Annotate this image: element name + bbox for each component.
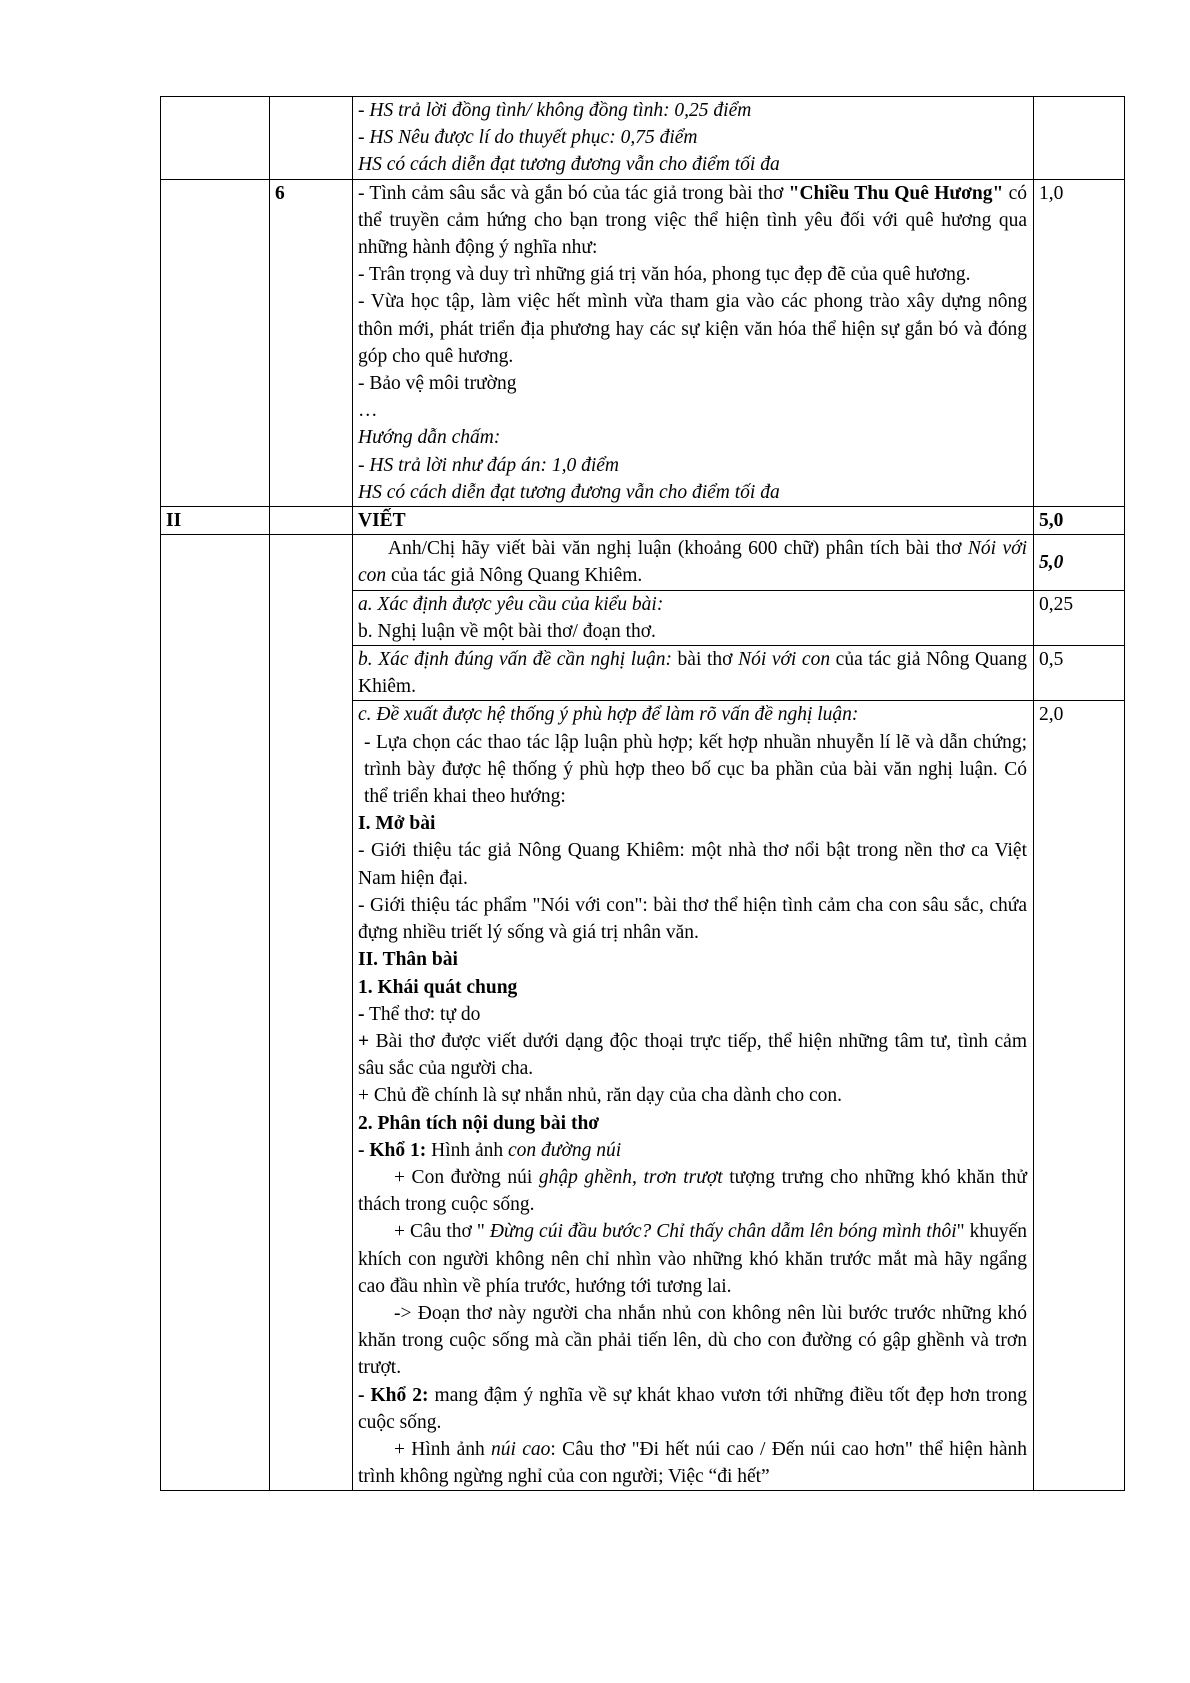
score-cell xyxy=(1034,97,1125,180)
table-row xyxy=(161,179,1125,506)
answer-paragraph: - Khổ 2: mang đậm ý nghĩa về sự khát khao vươn tới những điều tốt đẹp hơn trong cuộc sống. xyxy=(358,1384,1027,1433)
guide-line: - HS trả lời như đáp án: 1,0 điểm xyxy=(358,454,619,476)
part-cell xyxy=(161,97,270,180)
guide-line: - HS trả lời đồng tình/ không đồng tình: 0,25 điểm xyxy=(358,100,752,121)
answer-paragraph: - Thể thơ: tự do xyxy=(358,1003,481,1025)
answer-paragraph: - Bảo vệ môi trường xyxy=(358,373,517,395)
part-number: II xyxy=(161,507,270,535)
writing-prompt: Anh/Chị hãy viết bài văn nghị luận (khoảng 600 chữ) phân tích bài thơ Nói với con của tác giả Nông Quang Khiêm. xyxy=(353,535,1034,590)
table-row xyxy=(161,507,1125,535)
question-number: 6 xyxy=(270,179,353,506)
guide-line: HS có cách diễn đạt tương đương vẫn cho điểm tối đa xyxy=(358,154,780,176)
content-cell xyxy=(353,590,1034,645)
criterion-title: a. Xác định được yêu cầu của kiểu bài: xyxy=(358,593,664,615)
criterion-text: b. Nghị luận về một bài thơ/ đoạn thơ. xyxy=(358,620,656,642)
part-cell xyxy=(161,179,270,506)
answer-paragraph: + Câu thơ " Đừng cúi đầu bước? Chỉ thấy chân dẫm lên bóng mình thôi" khuyến khích con người không nên chỉ nhìn vào những khó khăn trước mắt mà hãy ngẩng cao đầu nhìn về phía trước, hướng tới tương lai. xyxy=(358,1221,1027,1297)
heading: 1. Khái quát chung xyxy=(358,976,518,998)
answer-paragraph: - Vừa học tập, làm việc hết mình vừa tham gia vào các phong trào xây dựng nông thôn mới, phát triển địa phương hay các sự kiện văn hóa thể hiện sự gắn bó và đóng góp cho quê hương. xyxy=(358,291,1027,367)
score-cell: 5,0 xyxy=(1034,507,1125,535)
score-cell: 2,0 xyxy=(1034,701,1125,1491)
answer-paragraph: -> Đoạn thơ này người cha nhắn nhủ con không nên lùi bước trước những khó khăn trong cuộc sống mà cần phải tiến lên, dù cho con đường có gập ghềnh và trơn trượt. xyxy=(358,1302,1027,1379)
answer-paragraph: - Giới thiệu tác phẩm "Nói với con": bài thơ thể hiện tình cảm cha con sâu sắc, chứa đựng nhiều triết lý sống và giá trị nhân văn. xyxy=(358,894,1027,944)
part-cell xyxy=(161,535,270,1491)
question-cell xyxy=(270,507,353,535)
answer-paragraph: - Giới thiệu tác giả Nông Quang Khiêm: một nhà thơ nổi bật trong nền thơ ca Việt Nam hiện đại. xyxy=(358,840,1027,889)
score-cell: 1,0 xyxy=(1034,179,1125,506)
content-cell xyxy=(353,701,1034,1491)
question-cell xyxy=(270,97,353,180)
score-cell: 0,5 xyxy=(1034,646,1125,701)
answer-paragraph: - Khổ 1: Hình ảnh con đường núi xyxy=(358,1139,622,1161)
content-cell: b. Xác định đúng vấn đề cần nghị luận: bài thơ Nói với con của tác giả Nông Quang Khiêm. xyxy=(353,646,1034,701)
guide-title: Hướng dẫn chấm: xyxy=(358,427,501,449)
content-cell xyxy=(353,97,1034,180)
guide-line: HS có cách diễn đạt tương đương vẫn cho điểm tối đa xyxy=(358,481,780,503)
guide-line: - HS Nêu được lí do thuyết phục: 0,75 điểm xyxy=(358,127,698,149)
scoring-table xyxy=(160,96,1125,1491)
score-cell: 5,0 xyxy=(1034,535,1125,590)
poem-title: "Chiều Thu Quê Hương" xyxy=(788,182,1004,204)
heading: I. Mở bài xyxy=(358,813,436,835)
answer-paragraph: + Chủ đề chính là sự nhắn nhủ, răn dạy của cha dành cho con. xyxy=(358,1085,843,1107)
answer-paragraph: + Con đường núi ghập ghềnh, trơn trượt tượng trưng cho những khó khăn thử thách trong cuộc sống. xyxy=(358,1166,1027,1216)
heading: 2. Phân tích nội dung bài thơ xyxy=(358,1112,600,1134)
answer-paragraph: + Bài thơ được viết dưới dạng độc thoại trực tiếp, thể hiện những tâm tư, tình cảm sâu sắc của người cha. xyxy=(358,1030,1027,1080)
table-row xyxy=(161,97,1125,180)
ellipsis: … xyxy=(358,400,378,422)
answer-key-page xyxy=(160,96,1122,1491)
poem-title: Nói với con xyxy=(738,649,831,671)
answer-paragraph: - Trân trọng và duy trì những giá trị văn hóa, phong tục đẹp đẽ của quê hương. xyxy=(358,264,971,286)
section-title: VIẾT xyxy=(353,507,1034,535)
poem-title: Nói với con xyxy=(358,538,1027,587)
answer-paragraph: + Hình ảnh núi cao: Câu thơ "Đi hết núi cao / Đến núi cao hơn" thể hiện hành trình không ngừng nghỉ của con người; Việc “đi hết” xyxy=(358,1438,1028,1488)
answer-paragraph: - Tình cảm sâu sắc và gắn bó của tác giả trong bài thơ "Chiều Thu Quê Hương" có thể truyền cảm hứng cho bạn trong việc thể hiện tình yêu đối với quê hương qua những hành động ý nghĩa như: xyxy=(358,182,1027,259)
heading: II. Thân bài xyxy=(358,949,458,971)
content-cell xyxy=(353,179,1034,506)
criterion-title: b. Xác định đúng vấn đề cần nghị luận: xyxy=(358,649,672,671)
score-cell: 0,25 xyxy=(1034,590,1125,645)
answer-paragraph: - Lựa chọn các thao tác lập luận phù hợp; kết hợp nhuần nhuyễn lí lẽ và dẫn chứng; trình bày được hệ thống ý phù hợp theo bố cục ba phần của bài văn nghị luận. Có thể triển khai theo hướng: xyxy=(364,731,1027,808)
question-cell xyxy=(270,535,353,1491)
criterion-title: c. Đề xuất được hệ thống ý phù hợp để làm rõ vấn đề nghị luận: xyxy=(358,704,859,726)
table-row xyxy=(161,535,1125,590)
